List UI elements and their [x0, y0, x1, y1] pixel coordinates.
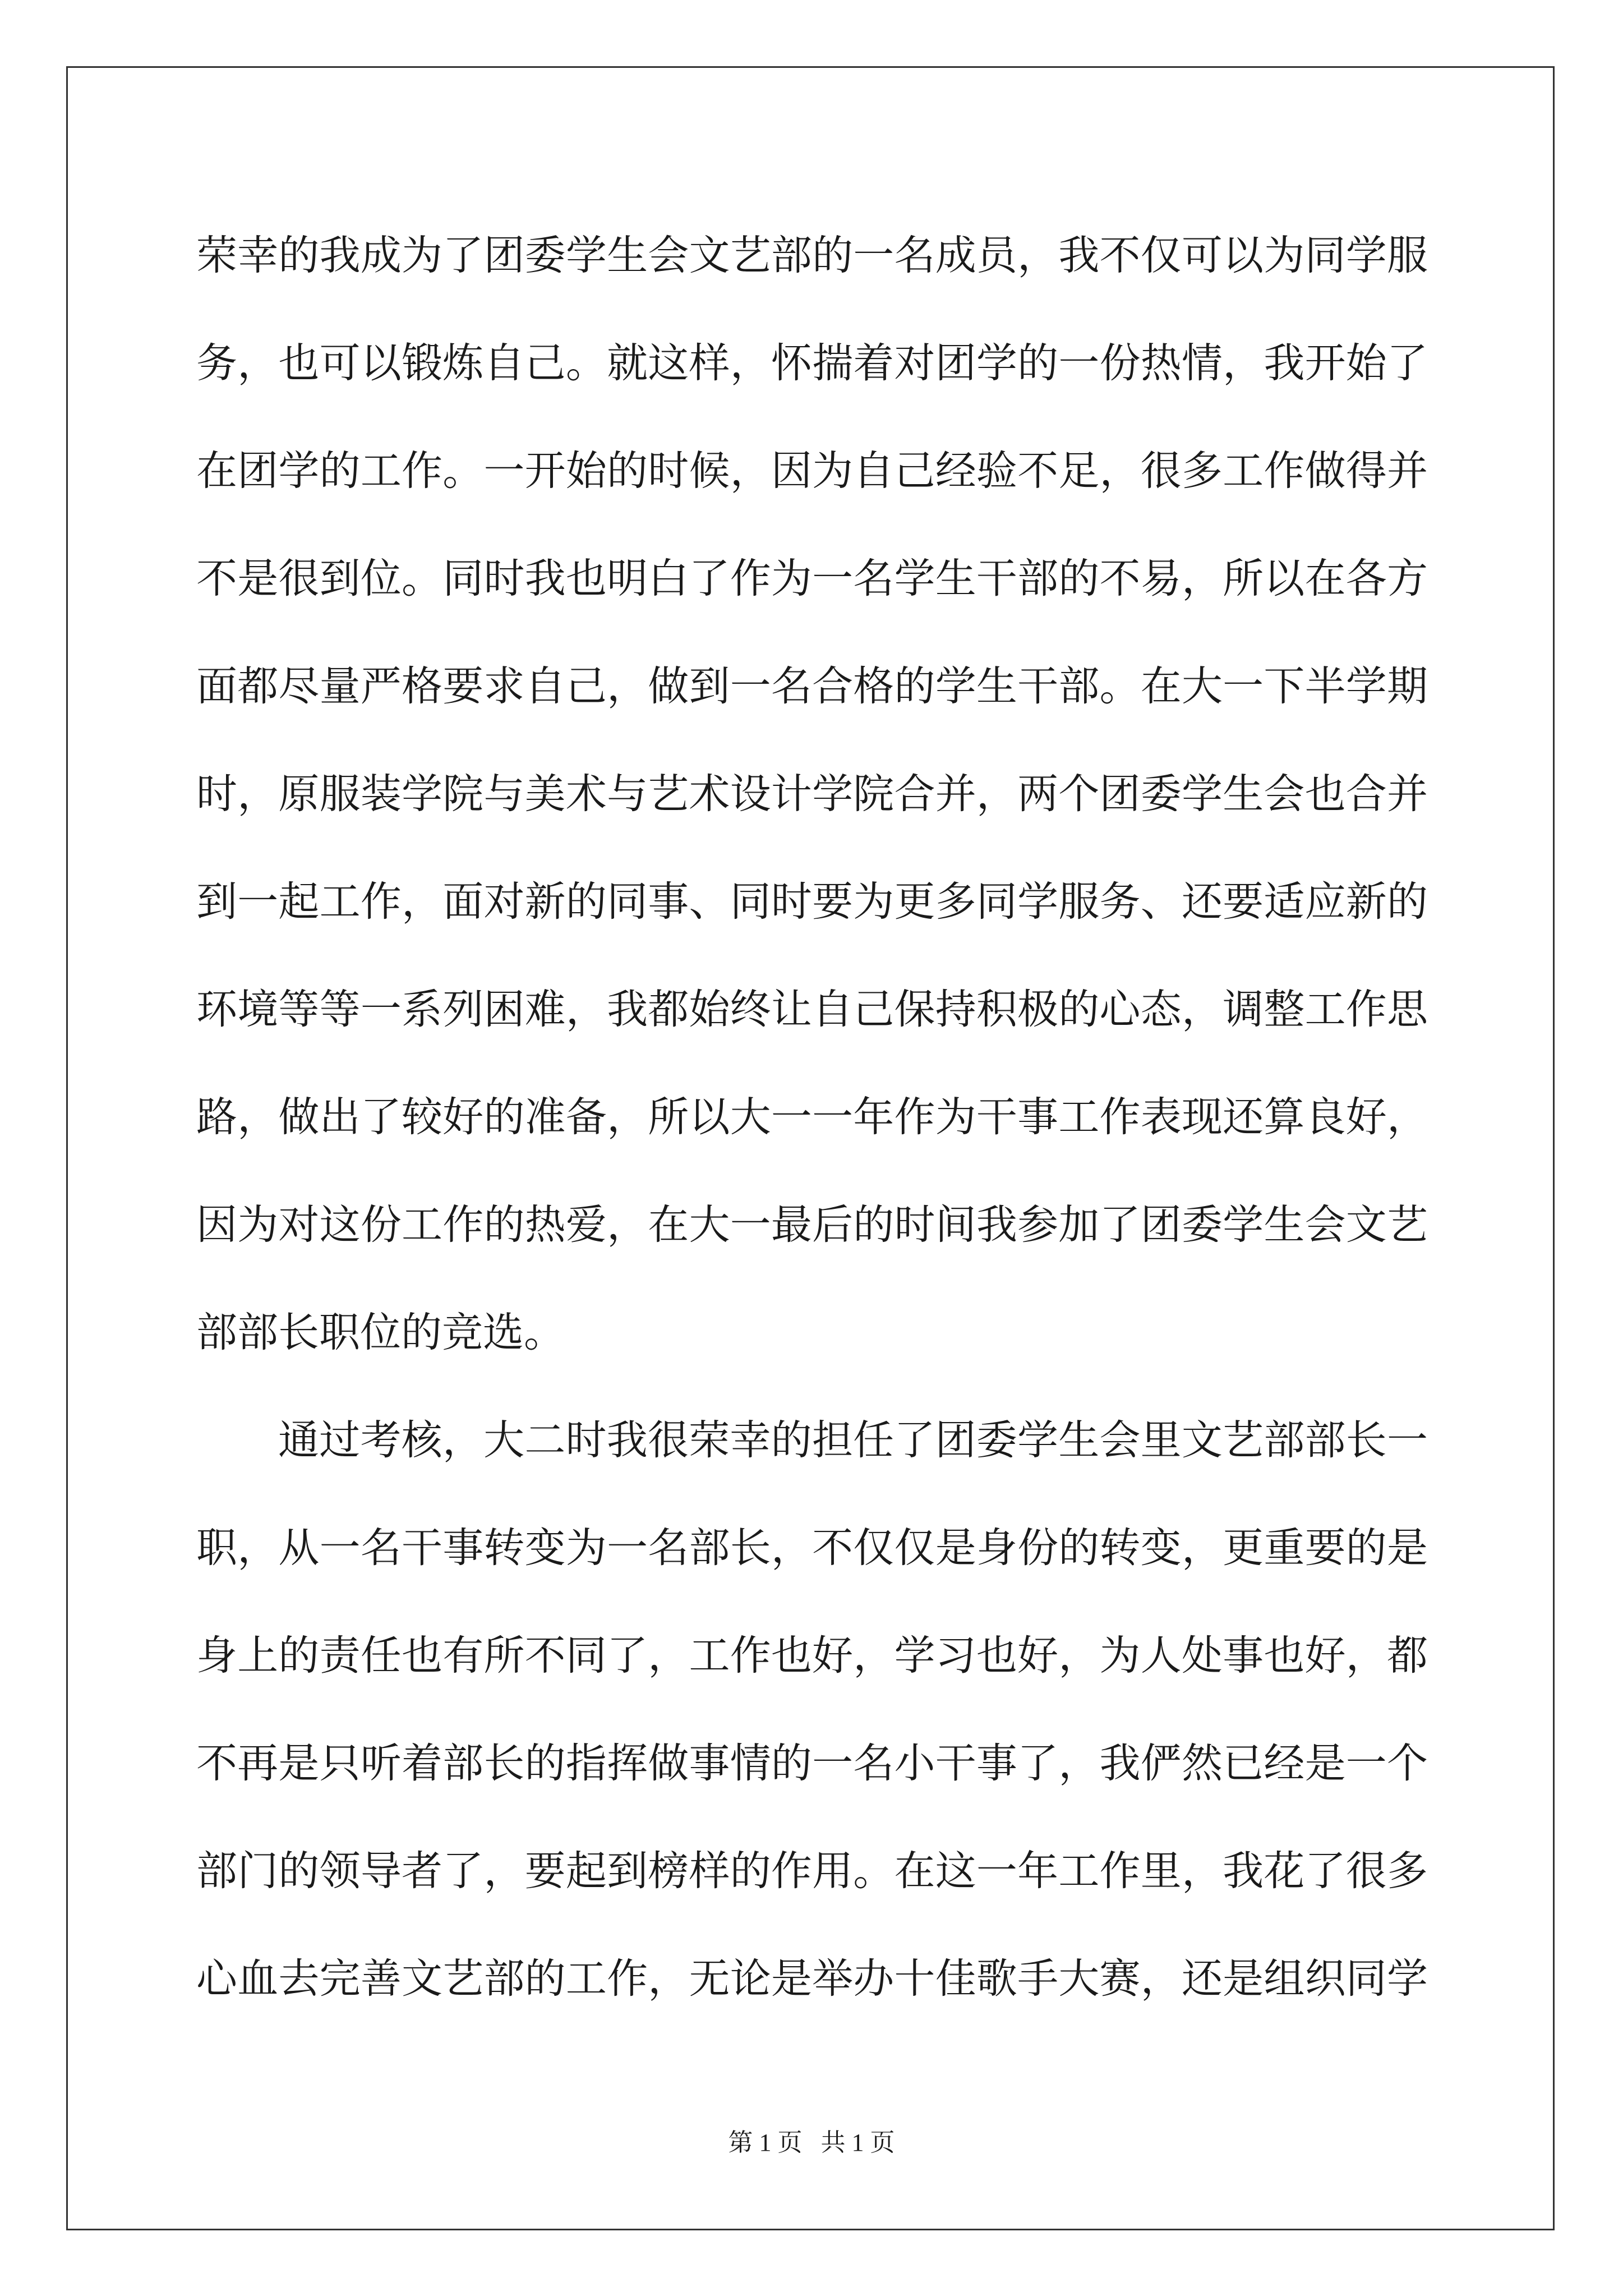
text-line: 在团学的工作。一开始的时候，因为自己经验不足，很多工作做得并 — [196, 447, 1428, 495]
text-line: 职，从一名干事转变为一名部长，不仅仅是身份的转变，更重要的是 — [196, 1524, 1428, 1572]
paragraph-1 — [196, 202, 1428, 1387]
text-line: 时，原服装学院与美术与艺术设计学院合并，两个团委学生会也合并 — [196, 770, 1428, 818]
text-line: 身上的责任也有所不同了，工作也好，学习也好，为人处事也好，都 — [196, 1632, 1428, 1680]
text-line: 心血去完善文艺部的工作，无论是举办十佳歌手大赛，还是组织同学 — [196, 1955, 1428, 2003]
text-line: 务，也可以锻炼自己。就这样，怀揣着对团学的一份热情，我开始了 — [196, 339, 1428, 387]
text-line: 部部长职位的竞选。 — [196, 1309, 565, 1356]
text-line: 荣幸的我成为了团委学生会文艺部的一名成员，我不仅可以为同学服 — [196, 232, 1428, 279]
text-line: 到一起工作，面对新的同事、同时要为更多同学服务、还要适应新的 — [196, 878, 1428, 926]
text-line: 因为对这份工作的热爱，在大一最后的时间我参加了团委学生会文艺 — [196, 1201, 1428, 1249]
text-line: 面都尽量严格要求自己，做到一名合格的学生干部。在大一下半学期 — [196, 662, 1428, 710]
text-line: 通过考核，大二时我很荣幸的担任了团委学生会里文艺部部长一 — [278, 1416, 1428, 1464]
text-line: 部门的领导者了，要起到榜样的作用。在这一年工作里，我花了很多 — [196, 1847, 1428, 1895]
text-line: 不再是只听着部长的指挥做事情的一名小干事了，我俨然已经是一个 — [196, 1740, 1428, 1787]
text-line: 环境等等一系列困难，我都始终让自己保持积极的心态，调整工作思 — [196, 986, 1428, 1033]
document-body — [196, 202, 1428, 2033]
paragraph-2 — [196, 1387, 1428, 2033]
text-line: 路，做出了较好的准备，所以大一一年作为干事工作表现还算良好， — [196, 1093, 1428, 1141]
text-line: 不是很到位。同时我也明白了作为一名学生干部的不易，所以在各方 — [196, 555, 1428, 602]
page-number-footer: 第 1 页 共 1 页 — [728, 2129, 895, 2156]
